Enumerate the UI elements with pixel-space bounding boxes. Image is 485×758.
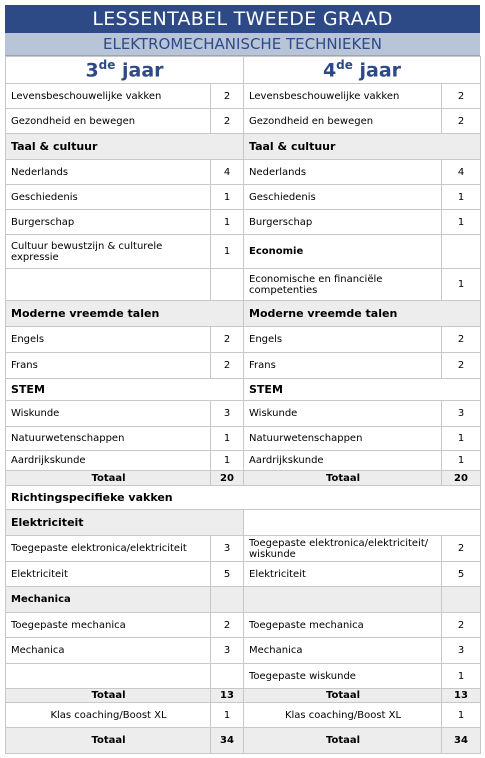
section-row [6,587,481,613]
subject-cell: Natuurwetenschappen [244,427,442,451]
table-row [6,185,481,210]
lessentabel [5,5,480,754]
subject-cell: Nederlands [244,160,442,185]
hours-cell: 3 [211,536,244,562]
hours-cell [211,664,244,689]
table-row [6,109,481,134]
hours-cell: 2 [442,353,481,379]
total-label: Totaal [6,689,211,703]
subject-cell: Frans [244,353,442,379]
table-row [6,327,481,353]
table-row [6,235,481,269]
year-3-header: 3de jaar [6,57,244,84]
subject-cell [6,664,211,689]
table-row [6,401,481,427]
section-heading: Moderne vreemde talen [244,301,481,327]
hours-cell: 2 [211,613,244,638]
hours-cell: 5 [442,562,481,587]
section-row [6,486,481,510]
subject-cell: Wiskunde [6,401,211,427]
table-row [6,210,481,235]
hours-cell: 4 [211,160,244,185]
section-row [6,301,481,327]
section-heading: Taal & cultuur [244,134,481,160]
hours-cell: 2 [211,84,244,109]
hours-cell: 3 [442,401,481,427]
subject-cell: Toegepaste mechanica [6,613,211,638]
table-row [6,84,481,109]
section-row [6,379,481,401]
subject-cell: Engels [6,327,211,353]
subject-cell: Wiskunde [244,401,442,427]
subject-cell [244,587,442,613]
section-heading: Richtingspecifieke vakken [6,486,481,510]
hours-cell: 2 [211,353,244,379]
subject-cell: Engels [244,327,442,353]
subject-cell: Gezondheid en bewegen [6,109,211,134]
subject-cell: Toegepaste wiskunde [244,664,442,689]
table-row [6,536,481,562]
hours-cell: 1 [211,235,244,269]
table-row [6,562,481,587]
hours-cell: 3 [211,401,244,427]
table-row [6,638,481,664]
hours-cell: 1 [211,185,244,210]
subject-cell: Burgerschap [6,210,211,235]
hours-cell: 1 [211,451,244,471]
subject-cell: Elektriciteit [244,562,442,587]
section-row [6,134,481,160]
total-label: Totaal [6,728,211,754]
hours-cell: 3 [442,638,481,664]
section-heading: Elektriciteit [6,510,244,536]
total-value: 20 [211,471,244,486]
subject-cell [6,269,211,301]
hours-cell [211,269,244,301]
subject-cell: Frans [6,353,211,379]
total-value: 13 [442,689,481,703]
hours-cell: 1 [442,269,481,301]
subject-cell: Levensbeschouwelijke vakken [6,84,211,109]
subject-cell: Natuurwetenschappen [6,427,211,451]
lessentabel-table [5,56,481,754]
subject-cell: Klas coaching/Boost XL [244,703,442,728]
hours-cell [442,587,481,613]
section-heading: Mechanica [6,587,211,613]
subject-cell: Economische en financiële competenties [244,269,442,301]
total-row [6,471,481,486]
hours-cell: 1 [211,210,244,235]
hours-cell: 1 [442,451,481,471]
hours-cell: 1 [442,427,481,451]
table-row [6,427,481,451]
table-row [6,269,481,301]
total-label: Totaal [244,689,442,703]
subject-cell: Nederlands [6,160,211,185]
hours-cell: 1 [442,210,481,235]
hours-cell: 2 [211,109,244,134]
subject-cell: Geschiedenis [244,185,442,210]
subject-cell: Klas coaching/Boost XL [6,703,211,728]
page-title: LESSENTABEL TWEEDE GRAAD [5,5,480,33]
hours-cell: 1 [211,427,244,451]
total-label: Totaal [244,728,442,754]
hours-cell: 2 [442,536,481,562]
hours-cell: 1 [442,703,481,728]
hours-cell: 1 [442,185,481,210]
table-row [6,451,481,471]
subject-cell: Toegepaste mechanica [244,613,442,638]
hours-cell: 4 [442,160,481,185]
subject-cell: Levensbeschouwelijke vakken [244,84,442,109]
subject-cell: Toegepaste elektronica/elektriciteit/ wiskunde [244,536,442,562]
total-label: Totaal [6,471,211,486]
section-row [6,510,481,536]
section-heading: Economie [244,235,442,269]
hours-cell [442,235,481,269]
subject-cell: Geschiedenis [6,185,211,210]
total-value: 34 [442,728,481,754]
total-label: Totaal [244,471,442,486]
subject-cell: Gezondheid en bewegen [244,109,442,134]
total-value: 20 [442,471,481,486]
section-heading: STEM [6,379,244,401]
section-heading: Moderne vreemde talen [6,301,244,327]
section-heading: STEM [244,379,481,401]
table-row [6,703,481,728]
year-4-header: 4de jaar [244,57,481,84]
table-row [6,664,481,689]
hours-cell [211,587,244,613]
subject-cell: Elektriciteit [6,562,211,587]
year-header-row [6,57,481,84]
subject-cell: Aardrijkskunde [244,451,442,471]
subject-cell: Aardrijkskunde [6,451,211,471]
page-subtitle: ELEKTROMECHANISCHE TECHNIEKEN [5,33,480,56]
table-row [6,613,481,638]
total-value: 13 [211,689,244,703]
table-row [6,160,481,185]
hours-cell: 2 [442,84,481,109]
subject-cell: Toegepaste elektronica/elektriciteit [6,536,211,562]
hours-cell: 2 [442,327,481,353]
hours-cell: 1 [442,664,481,689]
hours-cell: 2 [442,109,481,134]
table-row [6,353,481,379]
subject-cell: Cultuur bewustzijn & culturele expressie [6,235,211,269]
empty-cell [244,510,481,536]
hours-cell: 2 [442,613,481,638]
subject-cell: Burgerschap [244,210,442,235]
total-row [6,689,481,703]
hours-cell: 5 [211,562,244,587]
subject-cell: Mechanica [6,638,211,664]
hours-cell: 3 [211,638,244,664]
hours-cell: 1 [211,703,244,728]
section-heading: Taal & cultuur [6,134,244,160]
hours-cell: 2 [211,327,244,353]
total-value: 34 [211,728,244,754]
subject-cell: Mechanica [244,638,442,664]
total-row [6,728,481,754]
